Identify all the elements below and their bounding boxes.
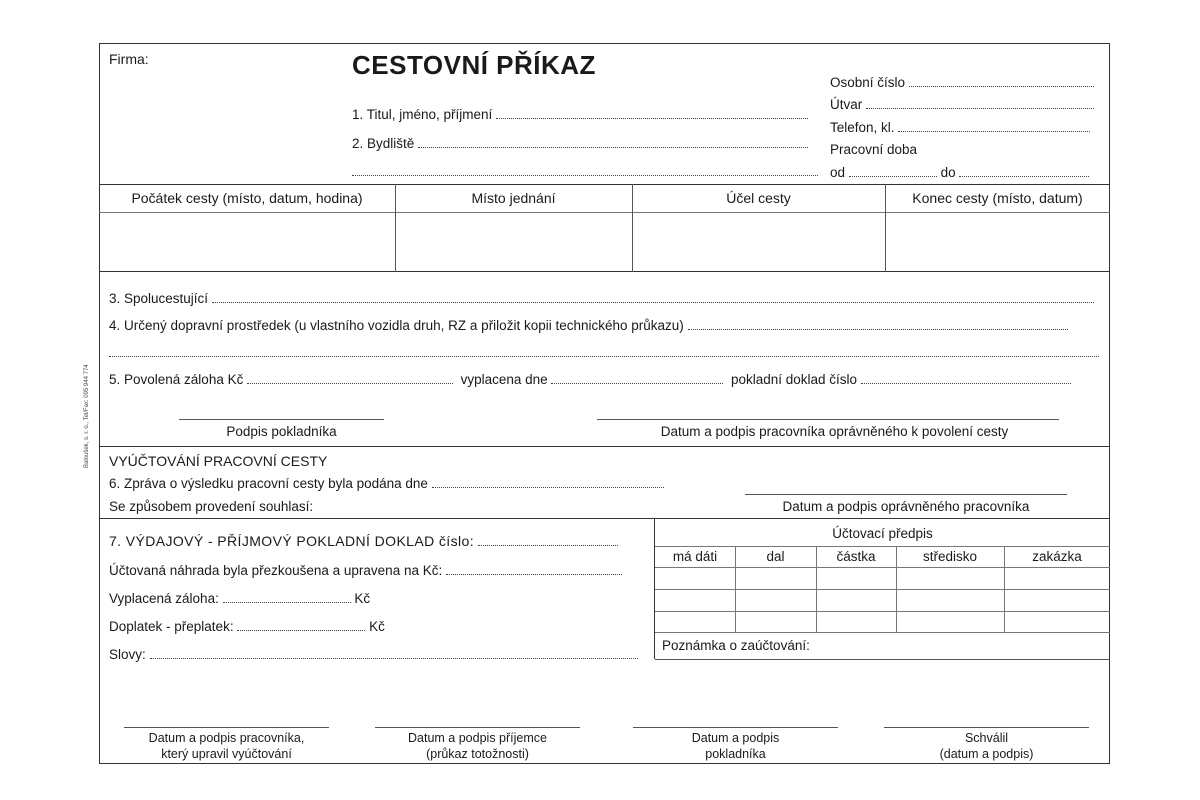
report-date-label: 6. Zpráva o výsledku pracovní cesty byla podána dne (109, 476, 428, 491)
trip-start-header: Počátek cesty (místo, datum, hodina) (131, 190, 363, 206)
address-label: 2. Bydliště (352, 136, 415, 151)
meeting-place-header: Místo jednání (471, 190, 556, 206)
settlement-heading: VYÚČTOVÁNÍ PRACOVNÍ CESTY (109, 453, 328, 469)
working-hours-label: Pracovní doba (830, 142, 918, 157)
department-field[interactable] (830, 97, 1094, 112)
amount-in-words-label: Slovy: (109, 647, 146, 662)
trip-purpose-header: Účel cesty (726, 190, 791, 206)
address-field-line2[interactable] (352, 164, 818, 179)
reviewed-amount-field[interactable] (109, 563, 622, 578)
accounting-row[interactable] (655, 568, 1109, 589)
authorizer-signature-line[interactable] (597, 419, 1059, 420)
signature-editor-label: Datum a podpis pracovníka, který upravil vyúčtování (148, 731, 305, 761)
trip-end-cell[interactable] (886, 214, 1109, 270)
advance-field[interactable] (109, 372, 1071, 387)
from-label: od (830, 165, 846, 180)
surcharge-field[interactable] (109, 619, 385, 634)
authorizer-signature-label: Datum a podpis pracovníka oprávněného k povolení cesty (660, 424, 1009, 439)
divider (99, 518, 1110, 519)
signature-approver-label: Schválil (datum a podpis) (939, 731, 1034, 761)
printer-imprint: Baloušek, s. r. o., Tel/Fax: 095 944 774 (84, 364, 90, 468)
transport-label: 4. Určený dopravní prostředek (u vlastního vozidla druh, RZ a přiložit kopii technického průkazu) (109, 318, 684, 333)
paid-on-label: vyplacena dne (460, 372, 548, 387)
paid-advance-currency: Kč (354, 591, 371, 606)
companions-field[interactable] (109, 291, 1094, 306)
credit-header: dal (766, 549, 785, 564)
order-header: zakázka (1032, 549, 1082, 564)
companions-label: 3. Spolucestující (109, 291, 209, 306)
signature-line-recipient[interactable] (375, 727, 580, 728)
reviewed-amount-label: Účtovaná náhrada byla přezkoušena a upravena na Kč: (109, 563, 443, 578)
trip-purpose-cell[interactable] (633, 214, 884, 270)
signature-recipient-label: Datum a podpis příjemce (průkaz totožnosti) (408, 731, 547, 761)
divider (99, 446, 1110, 447)
report-date-field[interactable] (109, 476, 664, 491)
cash-doc-heading: 7. VÝDAJOVÝ - PŘÍJMOVÝ POKLADNÍ DOKLAD číslo: (109, 533, 474, 549)
signature-cashier-label: Datum a podpis pokladníka (691, 731, 780, 761)
transport-field-line2[interactable] (109, 345, 1099, 360)
cash-doc-number-field[interactable] (109, 533, 618, 549)
trip-start-cell[interactable] (100, 214, 394, 270)
accounting-note-label: Poznámka o zaúčtování: (662, 638, 810, 653)
phone-field[interactable] (830, 120, 1090, 135)
advance-label: 5. Povolená záloha Kč (109, 372, 244, 387)
department-label: Útvar (830, 97, 863, 112)
address-field[interactable] (352, 136, 808, 151)
debit-header: má dáti (672, 549, 718, 564)
cash-doc-label: pokladní doklad číslo (730, 372, 858, 387)
cost-center-header: středisko (922, 549, 978, 564)
personal-number-field[interactable] (830, 75, 1094, 90)
agree-label: Se způsobem provedení souhlasí: (109, 499, 314, 514)
working-hours-field[interactable] (830, 165, 1089, 180)
to-label: do (940, 165, 956, 180)
firm-label: Firma: (109, 51, 149, 67)
surcharge-label: Doplatek - přeplatek: (109, 619, 234, 634)
cashier-signature-label: Podpis pokladníka (226, 424, 337, 439)
name-field[interactable] (352, 107, 808, 122)
authorized-signature-line[interactable] (745, 494, 1067, 495)
meeting-place-cell[interactable] (396, 214, 631, 270)
personal-number-label: Osobní číslo (830, 75, 906, 90)
phone-label: Telefon, kl. (830, 120, 895, 135)
divider (99, 184, 1110, 185)
transport-field[interactable] (109, 318, 1068, 333)
name-label: 1. Titul, jméno, příjmení (352, 107, 493, 122)
accounting-heading: Účtovací předpis (832, 526, 933, 541)
form-title: CESTOVNÍ PŘÍKAZ (352, 50, 596, 80)
divider (99, 212, 1110, 213)
authorized-signature-label: Datum a podpis oprávněného pracovníka (782, 499, 1030, 514)
signature-line-approver[interactable] (884, 727, 1089, 728)
signature-line-cashier[interactable] (633, 727, 838, 728)
amount-header: částka (836, 549, 876, 564)
accounting-row[interactable] (655, 590, 1109, 611)
divider (99, 271, 1110, 272)
paid-advance-label: Vyplacená záloha: (109, 591, 219, 606)
surcharge-currency: Kč (369, 619, 385, 634)
paid-advance-field[interactable] (109, 591, 370, 606)
trip-end-header: Konec cesty (místo, datum) (912, 190, 1083, 206)
accounting-row[interactable] (655, 612, 1109, 632)
amount-in-words-field[interactable] (109, 647, 638, 662)
cashier-signature-line[interactable] (179, 419, 384, 420)
signature-line-editor[interactable] (124, 727, 329, 728)
